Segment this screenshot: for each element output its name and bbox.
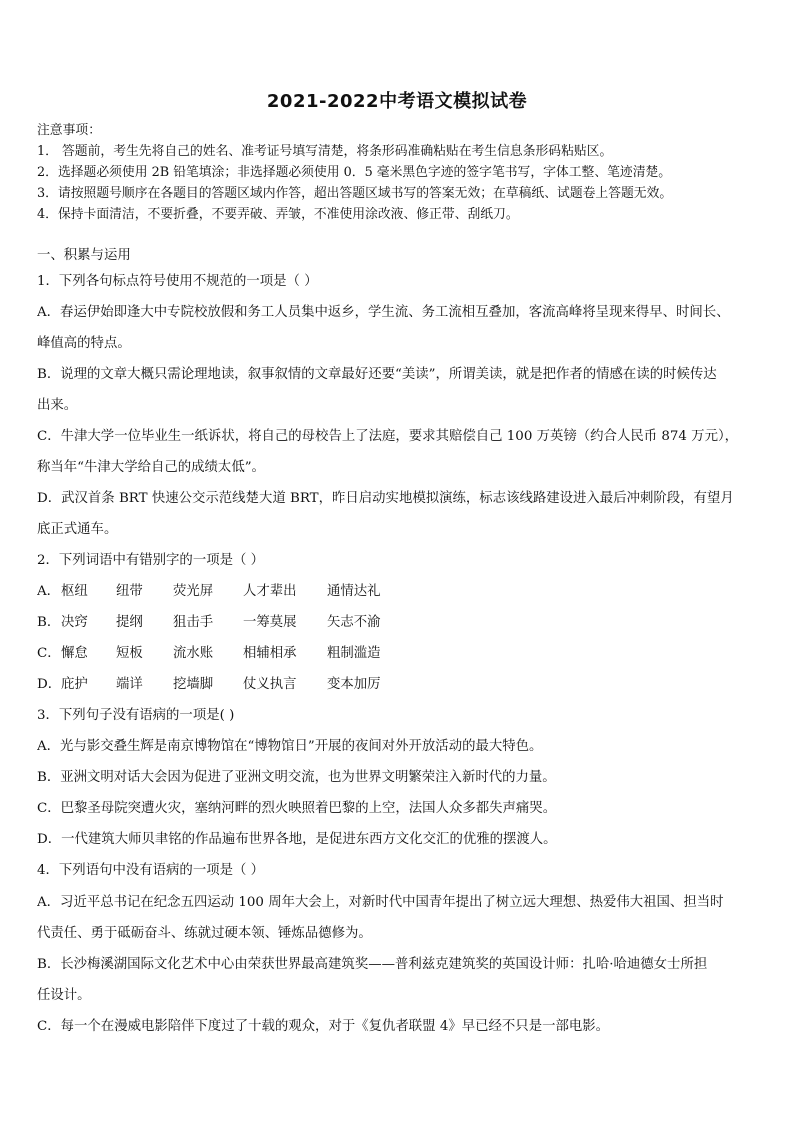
q2-word: 提纲	[116, 615, 143, 630]
q2-word: 枢纽	[61, 584, 88, 599]
q4-option-c-line1: C．每一个在漫威电影陪伴下度过了十载的观众，对于《复仇者联盟 4》早已经不只是一部电影。	[37, 1019, 610, 1034]
q2-word: 相辅相承	[243, 646, 297, 661]
q4-stem: 4．下列语句中没有语病的一项是（ ）	[37, 863, 265, 878]
q1-option-b-line2: 出来。	[37, 398, 78, 413]
q1-stem: 1．下列各句标点符号使用不规范的一项是（ ）	[37, 274, 318, 289]
q2-word: 流水账	[173, 646, 214, 661]
q2-word: 仗义执言	[243, 677, 297, 692]
q2-stem: 2．下列词语中有错别字的一项是（ ）	[37, 553, 265, 568]
q2-word: 荧光屏	[173, 584, 214, 599]
q1-option-a-line2: 峰值高的特点。	[37, 336, 131, 351]
q1-option-c-line1: C．牛津大学一位毕业生一纸诉状，将自己的母校告上了法庭，要求其赔偿自己 100 万英镑（约合人民币 874 万元），	[37, 429, 739, 444]
q1-option-b-line1: B．说理的文章大概只需论理地读，叙事叙情的文章最好还要“美读”，所谓美读，就是把作者的情感在读的时候传达	[37, 367, 717, 382]
q2-option-label: A．	[37, 584, 61, 599]
q2-option-c	[37, 644, 762, 664]
q3-option-c: C．巴黎圣母院突遭火灾，塞纳河畔的烈火映照着巴黎的上空，法国人众多都失声痛哭。	[37, 801, 557, 816]
q2-word: 短板	[116, 646, 143, 661]
q2-option-b	[37, 613, 762, 633]
page-title: 2021-2022中考语文模拟试卷	[266, 91, 528, 112]
q2-option-d	[37, 675, 762, 695]
q2-option-label: B．	[37, 615, 61, 630]
q2-word: 矢志不渝	[327, 615, 381, 630]
q3-option-a: A．光与影交叠生辉是南京博物馆在“博物馆日”开展的夜间对外开放活动的最大特色。	[37, 739, 543, 754]
q2-word: 通情达礼	[327, 584, 381, 599]
q2-word: 端详	[116, 677, 143, 692]
q1-option-d-line1: D．武汉首条 BRT 快速公交示范线楚大道 BRT，昨日启动实地模拟演练，标志该线路建设进入最后冲刺阶段，有望月	[37, 491, 734, 506]
q3-option-b: B．亚洲文明对话大会因为促进了亚洲文明交流，也为世界文明繁荣注入新时代的力量。	[37, 770, 556, 785]
q2-word: 决窍	[61, 615, 88, 630]
q2-word: 狙击手	[173, 615, 214, 630]
q2-word: 挖墙脚	[173, 677, 214, 692]
q4-option-b-line1: B．长沙梅溪湖国际文化艺术中心由荣获世界最高建筑奖——普利兹克建筑奖的英国设计师：扎哈·哈迪德女士所担	[37, 957, 708, 972]
q3-stem: 3．下列句子没有语病的一项是( )	[37, 708, 235, 723]
q2-word: 粗制滥造	[327, 646, 381, 661]
q2-option-a	[37, 582, 762, 602]
q2-word: 人才辈出	[243, 584, 297, 599]
notice-item-4: 4．保持卡面清洁，不要折叠，不要弄破、弄皱，不准使用涂改液、修正带、刮纸刀。	[37, 207, 519, 222]
notice-item-2: 2．选择题必须使用 2B 铅笔填涂；非选择题必须使用 0．5 毫米黑色字迹的签字笔书写，字体工整、笔迹清楚。	[37, 165, 672, 180]
q1-option-a-line1: A．春运伊始即逢大中专院校放假和务工人员集中返乡，学生流、务工流相互叠加，客流高峰将呈现来得早、时间长、	[37, 305, 730, 320]
q2-option-label: D．	[37, 677, 62, 692]
q2-word: 一筹莫展	[243, 615, 297, 630]
q3-option-d: D．一代建筑大师贝聿铭的作品遍布世界各地，是促进东西方文化交汇的优雅的摆渡人。	[37, 832, 557, 847]
q1-option-c-line2: 称当年“牛津大学给自己的成绩太低”。	[37, 460, 265, 475]
q4-option-a-line1: A．习近平总书记在纪念五四运动 100 周年大会上，对新时代中国青年提出了树立远大理想、热爱伟大祖国、担当时	[37, 895, 724, 910]
q1-option-d-line2: 底正式通车。	[37, 522, 118, 537]
notice-item-3: 3．请按照题号顺序在各题目的答题区域内作答，超出答题区域书写的答案无效；在草稿纸、试题卷上答题无效。	[37, 186, 673, 201]
q2-word: 庇护	[61, 677, 88, 692]
q4-option-b-line2: 任设计。	[37, 988, 91, 1003]
section-heading: 一、积累与运用	[37, 248, 131, 263]
q4-option-a-line2: 代责任、勇于砥砺奋斗、练就过硬本领、锤炼品德修为。	[37, 926, 372, 941]
q2-word: 懈怠	[61, 646, 88, 661]
notice-item-1: 1． 答题前，考生先将自己的姓名、准考证号填写清楚，将条形码准确粘贴在考生信息条形码粘贴区。	[37, 144, 613, 159]
notice-heading: 注意事项：	[37, 123, 101, 138]
q2-option-label: C．	[37, 646, 61, 661]
q2-word: 变本加厉	[327, 677, 381, 692]
q2-word: 纽带	[116, 584, 143, 599]
